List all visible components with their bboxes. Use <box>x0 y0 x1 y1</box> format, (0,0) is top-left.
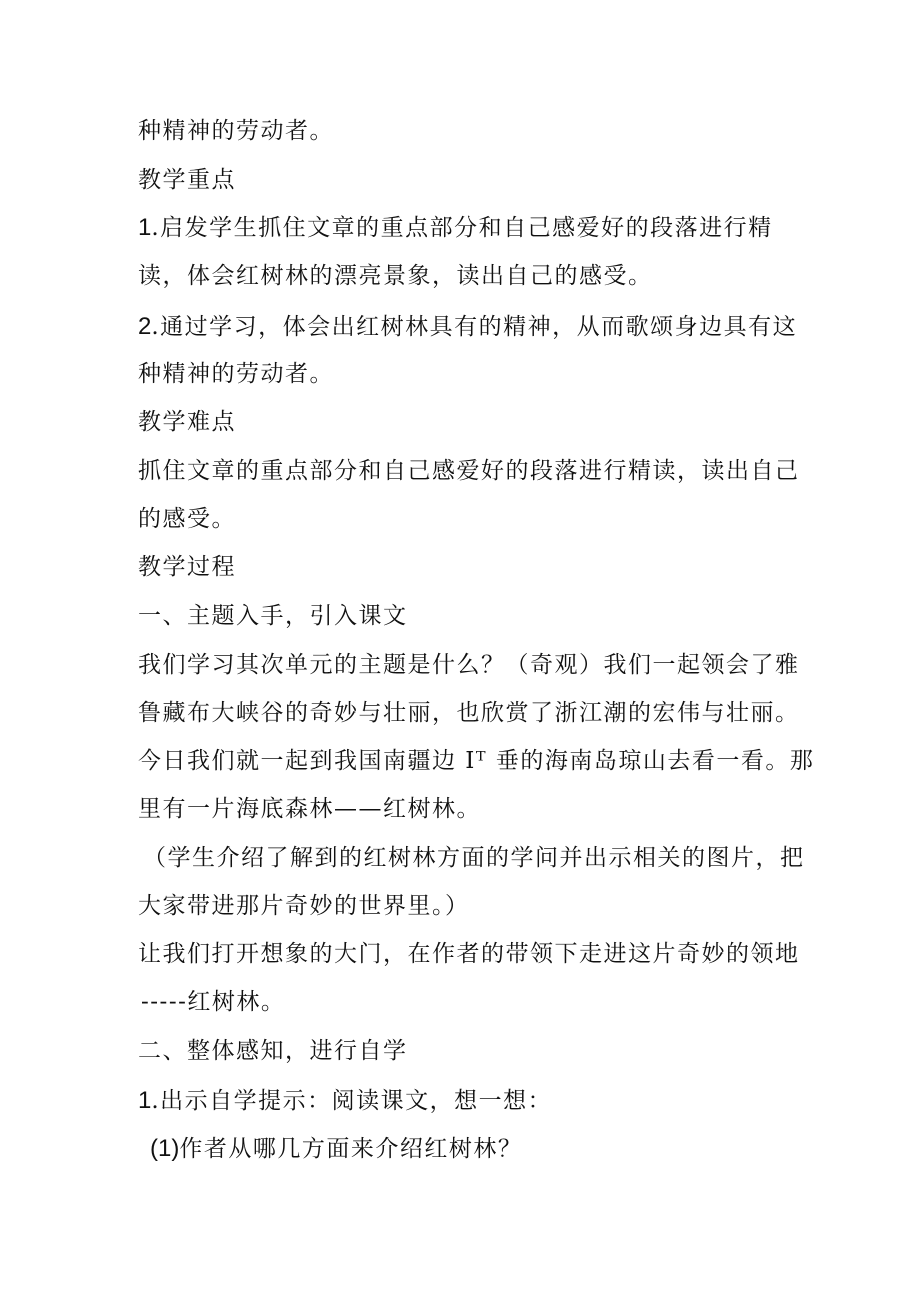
text-line: （学生介绍了解到的红树林方面的学问并出示相关的图片，把 <box>143 845 805 871</box>
list-item: 2.通过学习，体会出红树林具有的精神，从而歌颂身边具有这 <box>138 313 798 340</box>
list-item: 1.启发学生抓住文章的重点部分和自己感爱好的段落进行精 <box>138 214 773 241</box>
list-number: 2 <box>138 313 152 340</box>
text-line: 读，体会红树林的漂亮景象，读出自己的感受。 <box>138 263 653 289</box>
section-heading: 教学过程 <box>138 554 236 580</box>
section-heading: 一、主题入手，引入课文 <box>138 603 408 629</box>
text-line: 大家带进那片奇妙的世界里。） <box>138 893 470 919</box>
text-line: 种精神的劳动者。 <box>138 118 334 144</box>
text-line: 的感受。 <box>138 506 236 532</box>
text-line: 今日我们就一起到我国南疆边 Iᵀ 垂的海南岛琼山去看一看。那 <box>138 748 815 774</box>
list-item: 1.出示自学提示：阅读课文，想一想： <box>138 1087 553 1114</box>
list-number: 1 <box>138 1087 152 1114</box>
list-number: (1) <box>150 1135 180 1162</box>
text-line: 鲁藏布大峡谷的奇妙与壮丽，也欣赏了浙江潮的宏伟与壮丽。 <box>138 700 800 726</box>
text-line: 让我们打开想象的大门，在作者的带领下走进这片奇妙的领地 <box>138 941 800 967</box>
text-line: 抓住文章的重点部分和自己感爱好的段落进行精读，读出自己 <box>138 458 800 484</box>
list-number: 1 <box>138 214 152 241</box>
section-heading: 教学重点 <box>138 167 236 193</box>
text-line: -----红树林。 <box>141 989 286 1015</box>
section-heading: 二、整体感知，进行自学 <box>138 1038 408 1064</box>
list-item: (1)作者从哪几方面来介绍红树林？ <box>150 1135 523 1162</box>
text-line: 我们学习其次单元的主题是什么？（奇观）我们一起领会了雅 <box>138 652 800 678</box>
text-line: 里有一片海底森林——红树林。 <box>138 796 481 822</box>
text-line: 种精神的劳动者。 <box>138 361 334 387</box>
section-heading: 教学难点 <box>138 409 236 435</box>
